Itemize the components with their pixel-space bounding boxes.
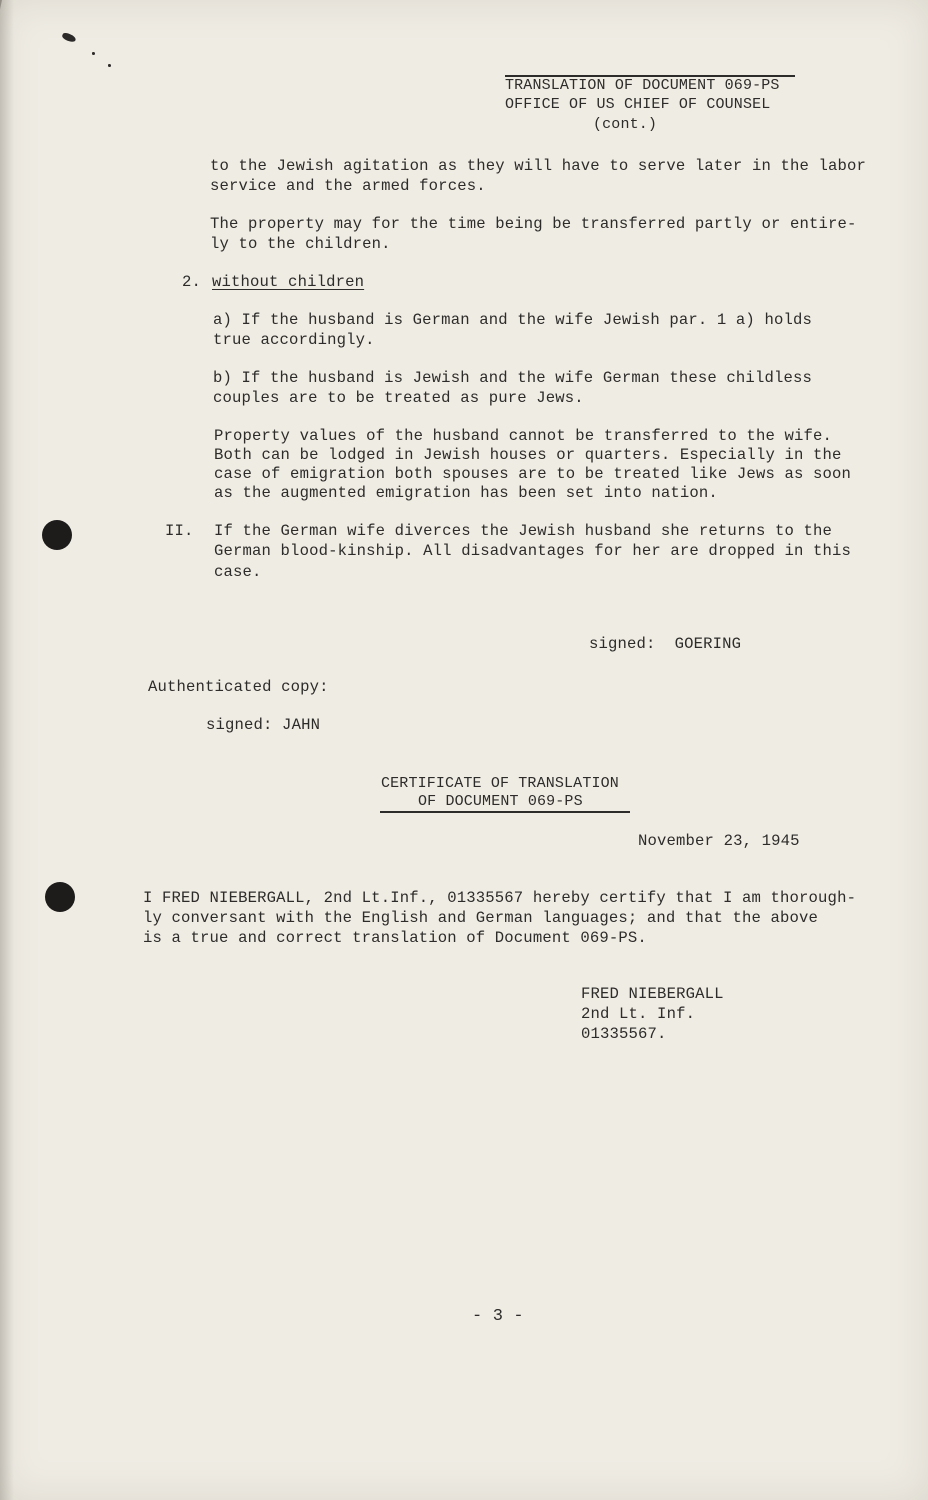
certificate-text-line: I FRED NIEBERGALL, 2nd Lt.Inf., 01335567 hereby certify that I am thorough- (143, 889, 857, 907)
header-title: TRANSLATION OF DOCUMENT 069-PS (505, 77, 780, 94)
body-text-line: b) If the husband is Jewish and the wife German these childless (213, 369, 812, 387)
page-edge-shadow (0, 0, 14, 1500)
ink-smudge (61, 32, 77, 43)
body-text-line: The property may for the time being be transferred partly or entire- (210, 215, 857, 233)
header-cont: (cont.) (593, 116, 658, 133)
body-text-line: service and the armed forces. (210, 177, 486, 195)
body-text-line: German blood-kinship. All disadvantages for her are dropped in this (214, 542, 852, 560)
translator-name: FRED NIEBERGALL (581, 985, 724, 1003)
body-text-line: Property values of the husband cannot be transferred to the wife. (214, 427, 833, 445)
page-number: - 3 - (472, 1307, 524, 1326)
certificate-title: CERTIFICATE OF TRANSLATION (381, 775, 619, 792)
section-number: 2. (182, 273, 202, 291)
body-text-line: true accordingly. (213, 331, 375, 349)
body-text-line: ly to the children. (210, 235, 391, 253)
header-office: OFFICE OF US CHIEF OF COUNSEL (505, 96, 771, 113)
signed-jahn: signed: JAHN (206, 716, 321, 734)
body-text-line: If the German wife diverces the Jewish husband she returns to the (214, 522, 833, 540)
page-crease (0, 0, 32, 80)
ink-smudge (92, 52, 95, 55)
body-text-line: couples are to be treated as pure Jews. (213, 389, 584, 407)
translator-rank: 2nd Lt. Inf. (581, 1005, 696, 1023)
body-text-line: case of emigration both spouses are to be treated like Jews as soon (214, 465, 852, 483)
certificate-underline (380, 811, 630, 813)
translator-serial-number: 01335567. (581, 1025, 667, 1043)
body-text-line: to the Jewish agitation as they will have to serve later in the labor (210, 157, 867, 175)
section-heading: without children (212, 273, 365, 291)
body-text-line: case. (214, 563, 262, 581)
signed-goering: signed: GOERING (589, 635, 742, 653)
certificate-subtitle: OF DOCUMENT 069-PS (418, 793, 583, 810)
authenticated-copy-label: Authenticated copy: (148, 678, 329, 696)
ink-smudge (108, 64, 111, 67)
certificate-text-line: ly conversant with the English and German languages; and that the above (143, 909, 819, 927)
body-text-line: a) If the husband is German and the wife Jewish par. 1 a) holds (213, 311, 812, 329)
body-text-line: as the augmented emigration has been set into nation. (214, 484, 718, 502)
body-text-line: Both can be lodged in Jewish houses or quarters. Especially in the (214, 446, 842, 464)
punch-hole (45, 882, 75, 912)
certificate-date: November 23, 1945 (638, 832, 800, 850)
section-number: II. (165, 522, 194, 540)
certificate-text-line: is a true and correct translation of Document 069-PS. (143, 929, 647, 947)
punch-hole (42, 520, 72, 550)
